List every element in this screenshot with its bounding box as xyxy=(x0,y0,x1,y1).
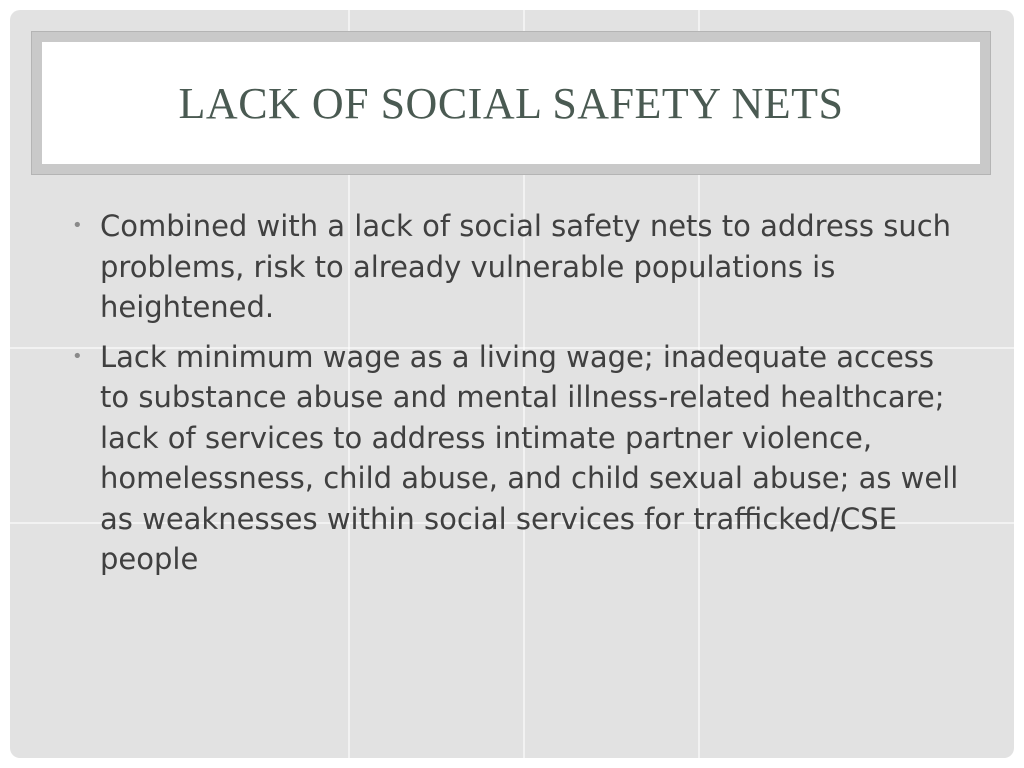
bullet-item xyxy=(70,337,970,580)
bullet-text: Combined with a lack of social safety nets to address such problems, risk to already vulnerable populations is heightened. xyxy=(100,209,952,324)
title-frame xyxy=(31,31,991,175)
bullet-dot-icon: • xyxy=(72,345,83,367)
bullet-list xyxy=(70,206,970,589)
bullet-dot-icon: • xyxy=(72,215,83,236)
bullet-text: Lack minimum wage as a living wage; inadequate access to substance abuse and mental illness-related healthcare; lack of services to address intimate partner violence, homelessness, child abuse, and child sexual abuse; as well as weaknesses within social services for trafficked/CSE people xyxy=(100,339,959,576)
bullet-item xyxy=(70,206,970,328)
slide xyxy=(10,10,1014,758)
slide-title: LACK OF SOCIAL SAFETY NETS xyxy=(178,78,844,128)
title-box xyxy=(42,42,980,164)
